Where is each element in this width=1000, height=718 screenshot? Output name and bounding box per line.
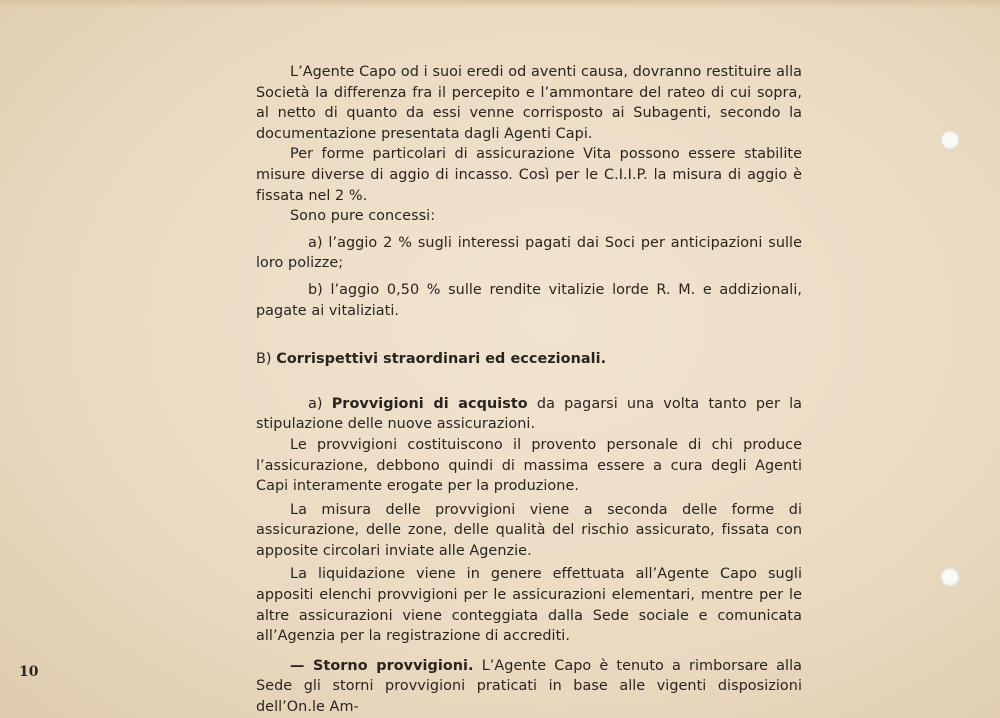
term-storno: — Storno provvigioni. [290,657,474,674]
paragraph-provvigioni-acquisto [256,394,802,435]
page-fold-shadow [0,0,1000,8]
paragraph-storno [256,656,802,718]
page-number: 10 [19,664,39,680]
list-item-aggio-rendite: b) l’aggio 0,50 % sulle rendite vitalizie lorde R. M. e addizionali, pagate ai vitaliziati. [256,281,802,319]
term-provvigioni-acquisto: Provvigioni di acquisto [331,395,528,412]
paragraph-restituzione: L’Agente Capo od i suoi eredi od aventi causa, dovranno restituire alla Società la differenza fra il percepito e l’ammontare del rateo di cui sopra, al netto di quanto da essi venne corrisposto ai Subagenti, secondo la documentazione presentata dagli Agenti Capi. [256,64,802,142]
paragraph-concessi: Sono pure concessi: [290,208,436,225]
body-text [256,62,802,718]
list-item-aggio-interessi: a) l’aggio 2 % sugli interessi pagati dai Soci per anticipazioni sulle loro polizze; [256,234,802,272]
punch-hole [940,130,960,150]
section-title: Corrispettivi straordinari ed eccezionali. [276,351,607,368]
paragraph-liquidazione: La liquidazione viene in genere effettuata all’Agente Capo sugli appositi elenchi provvigioni per le assicurazioni elementari, mentre per le altre assicurazioni viene conteggiata dalla Sede sociale e comunicata all’Agenzia per la registrazione di accrediti. [256,566,802,645]
section-heading [256,349,802,370]
section-letter: B) [256,351,272,368]
item-prefix: a) [308,395,323,412]
paragraph-forme-vita: Per forme particolari di assicurazione Vita possono essere stabilite misure diverse di aggio di incasso. Così per le C.I.I.P. la misura di aggio è fissata nel 2 %. [256,146,802,204]
paragraph-misura: La misura delle provvigioni viene a seconda delle forme di assicurazione, delle zone, delle qualità del rischio assicurato, fissata con apposite circolari inviate alle Agenzie. [256,501,802,559]
storno-description: L’Agente Capo è tenuto a rimborsare alla Sede gli storni provvigioni praticati in base alle vigenti disposizioni dell’On.le Am- [256,657,803,716]
provvigioni-description: da pagarsi una volta tanto per la stipulazione delle nuove assicurazioni. [256,395,802,433]
paragraph-provento: Le provvigioni costituiscono il provento personale di chi produce l’assicurazione, debbono quindi di massima essere a cura degli Agenti Capi interamente erogate per la produzione. [256,436,802,495]
punch-hole [940,567,960,587]
